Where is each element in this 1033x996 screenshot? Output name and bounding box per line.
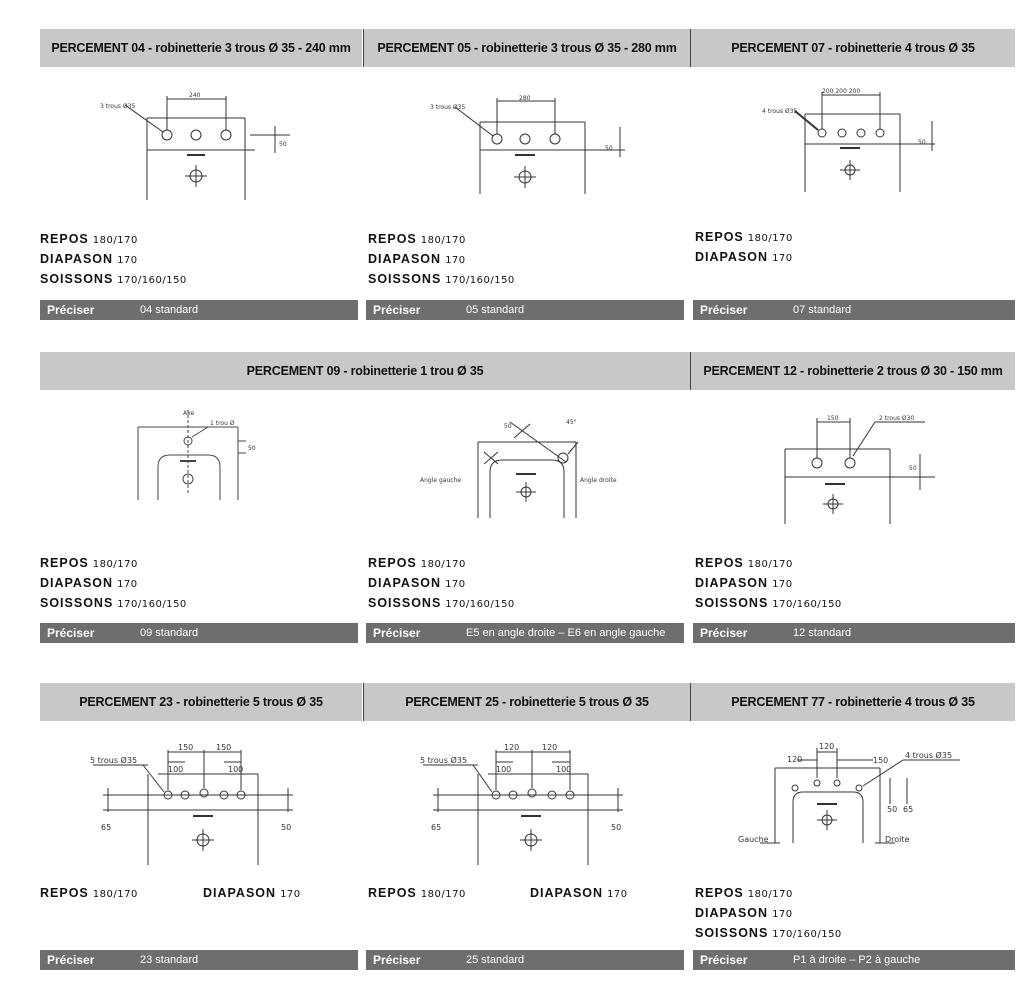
model-name: SOISSONS [368,596,442,610]
dim-height: 50 [279,141,287,148]
model-sizes: 170 [445,255,466,266]
model-sizes: 170/160/150 [117,599,187,610]
preciser-bar-07 [693,300,1015,320]
drawing-line [490,460,564,518]
dim-outer: 150 [216,743,232,752]
dim-right: 50 [611,823,622,832]
header-percement-07: PERCEMENT 07 - robinetterie 4 trous Ø 35 [691,29,1015,67]
header-percement-23: PERCEMENT 23 - robinetterie 5 trous Ø 35 [40,683,362,721]
model-sizes: 170/160/150 [772,599,842,610]
label-angle-gauche: Angle gauche [420,477,462,484]
model-name: DIAPASON [695,906,769,920]
drawing-line [838,129,846,137]
models-percement-23-b [203,884,301,904]
models-percement-05 [368,230,515,290]
dim-holes: 4 trous Ø35 [905,751,953,760]
drawing-percement-07 [760,86,945,196]
model-sizes: 180/170 [420,235,466,246]
preciser-bar-23 [40,950,358,970]
model-name: SOISSONS [695,596,769,610]
model-sizes: 180/170 [92,889,138,900]
preciser-label: Préciser [700,953,748,967]
preciser-value: 09 standard [140,627,199,639]
model-name: REPOS [368,556,417,570]
model-sizes: 170 [280,889,301,900]
dim-holes: 3 trous Ø35 [100,103,136,110]
model-name: DIAPASON [695,250,769,264]
preciser-label: Préciser [373,303,421,317]
model-name: REPOS [695,556,744,570]
preciser-label: Préciser [373,626,421,640]
model-name: DIAPASON [368,576,442,590]
drawing-percement-09 [128,405,263,505]
preciser-value: 07 standard [793,304,852,316]
model-name: SOISSONS [695,926,769,940]
dim-inner: 100 [228,765,244,774]
dim-axe: Axe [183,410,195,417]
model-name: REPOS [695,886,744,900]
model-sizes: 180/170 [92,559,138,570]
dim-outer: 150 [178,743,194,752]
models-percement-04 [40,230,187,290]
model-sizes: 170 [607,889,628,900]
dim-spacing: 280 [519,95,531,102]
preciser-value: P1 à droite – P2 à gauche [793,954,921,966]
label-gauche: Gauche [738,835,769,844]
dim-top: 120 [819,742,835,751]
drawing-line [473,765,492,792]
drawing-line [550,134,560,144]
preciser-bar-04 [40,300,358,320]
model-sizes: 170/160/150 [445,599,515,610]
model-sizes: 170 [445,579,466,590]
drawing-line [814,780,820,786]
dim-height: 50 [918,139,926,146]
preciser-value: E5 en angle droite – E6 en angle gauche [466,627,666,639]
preciser-label: Préciser [373,953,421,967]
model-sizes: 170 [772,253,793,264]
dim-spacing: 240 [189,92,201,99]
label-droite: Droite [885,835,910,844]
preciser-label: Préciser [47,303,95,317]
dim-height: 50 [248,445,256,452]
header-percement-77: PERCEMENT 77 - robinetterie 4 trous Ø 35 [691,683,1015,721]
model-name: DIAPASON [368,252,442,266]
preciser-bar-12 [693,623,1015,643]
models-percement-77 [695,884,842,944]
drawing-percement-12 [775,412,945,527]
dim-height: 50 [909,465,917,472]
drawing-line [818,129,826,137]
drawing-line [857,129,865,137]
preciser-bar-09-angle [366,623,684,643]
dim-left: 65 [101,823,112,832]
drawing-percement-25 [418,740,638,870]
model-name: DIAPASON [40,576,114,590]
dim-inner: 100 [168,765,184,774]
models-percement-09-angle [368,554,515,614]
models-percement-23 [40,884,138,904]
model-name: REPOS [368,232,417,246]
preciser-bar-25 [366,950,684,970]
model-sizes: 180/170 [747,233,793,244]
model-sizes: 170 [117,579,138,590]
drawing-line [492,134,502,144]
drawing-line [528,789,536,797]
preciser-value: 05 standard [466,304,525,316]
model-name: DIAPASON [695,576,769,590]
header-percement-04: PERCEMENT 04 - robinetterie 3 trous Ø 35 - 240 mm [40,29,362,67]
dim-angle-offset: 50 [504,423,512,430]
drawing-percement-09-angle [418,412,633,522]
drawing-percement-04 [95,88,305,203]
dim-right: 150 [873,756,889,765]
model-sizes: 170 [772,579,793,590]
model-sizes: 180/170 [420,559,466,570]
model-sizes: 170 [772,909,793,920]
drawing-line [558,453,568,463]
dim-holes: 5 trous Ø35 [420,756,468,765]
drawing-line [143,765,164,792]
model-name: REPOS [40,556,89,570]
dim-inner: 100 [496,765,512,774]
header-percement-25: PERCEMENT 25 - robinetterie 5 trous Ø 35 [364,683,690,721]
preciser-label: Préciser [700,303,748,317]
models-percement-25 [368,884,466,904]
preciser-label: Préciser [47,953,95,967]
drawing-line [845,458,855,468]
drawing-line [812,458,822,468]
model-sizes: 170 [117,255,138,266]
drawing-line [200,789,208,797]
drawing-line [192,427,208,437]
preciser-value: 25 standard [466,954,525,966]
dim-spacing: 200 200 200 [822,88,861,95]
model-sizes: 180/170 [420,889,466,900]
dim-holes: 5 trous Ø35 [90,756,138,765]
dim-left: 120 [787,755,803,764]
drawing-line [793,792,863,843]
preciser-label: Préciser [700,626,748,640]
preciser-bar-09 [40,623,358,643]
drawing-percement-77 [735,738,970,858]
dim-outer: 120 [504,743,520,752]
dim-h2: 65 [903,805,914,814]
model-sizes: 170/160/150 [772,929,842,940]
drawing-line [520,134,530,144]
preciser-bar-05 [366,300,684,320]
model-name: REPOS [368,886,417,900]
dim-outer: 120 [542,743,558,752]
model-name: DIAPASON [203,886,277,900]
drawing-line [876,129,884,137]
model-name: REPOS [40,232,89,246]
preciser-value: 04 standard [140,304,199,316]
model-name: DIAPASON [530,886,604,900]
header-percement-05: PERCEMENT 05 - robinetterie 3 trous Ø 35 - 280 mm [364,29,690,67]
drawing-line [792,785,798,791]
model-name: DIAPASON [40,252,114,266]
model-sizes: 170/160/150 [117,275,187,286]
dim-holes: 4 trous Ø35 [762,108,798,115]
dim-right: 50 [281,823,292,832]
drawing-percement-05 [425,92,635,197]
drawing-line [834,780,840,786]
drawing-line [162,130,172,140]
model-sizes: 180/170 [747,559,793,570]
models-percement-07 [695,228,793,268]
model-sizes: 180/170 [747,889,793,900]
dim-height: 50 [605,145,613,152]
preciser-bar-77 [693,950,1015,970]
drawing-line [191,130,201,140]
drawing-line [853,422,875,456]
models-percement-12 [695,554,842,614]
model-name: SOISSONS [368,272,442,286]
header-percement-09: PERCEMENT 09 - robinetterie 1 trou Ø 35 [40,352,690,390]
dim-inner: 100 [556,765,572,774]
preciser-value: 23 standard [140,954,199,966]
model-sizes: 170/160/150 [445,275,515,286]
models-percement-25-b [530,884,628,904]
dim-left: 65 [431,823,442,832]
dim-holes: 1 trou Ø [210,420,235,427]
label-angle-droite: Angle droite [580,477,617,484]
header-percement-12: PERCEMENT 12 - robinetterie 2 trous Ø 30 - 150 mm [691,352,1015,390]
models-percement-09 [40,554,187,614]
dim-holes: 3 trous Ø35 [430,104,466,111]
drawing-line [856,785,862,791]
preciser-value: 12 standard [793,627,852,639]
dim-angle: 45° [566,419,577,426]
model-name: SOISSONS [40,596,114,610]
preciser-label: Préciser [47,626,95,640]
dim-h1: 50 [887,805,898,814]
drawing-line [221,130,231,140]
model-sizes: 180/170 [92,235,138,246]
model-name: REPOS [695,230,744,244]
model-name: SOISSONS [40,272,114,286]
dim-holes: 2 trous Ø30 [879,415,915,422]
drawing-percement-23 [88,740,308,870]
dim-spacing: 150 [827,415,839,422]
model-name: REPOS [40,886,89,900]
